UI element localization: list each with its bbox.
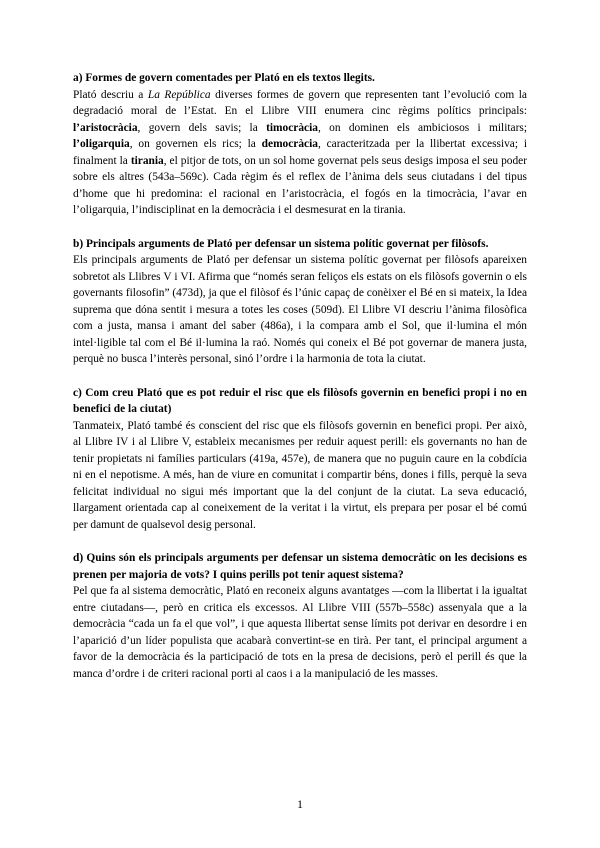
- section-c: [73, 385, 527, 534]
- text-run: , govern dels savis; la: [137, 121, 267, 134]
- text-run: Els principals arguments de Plató per defensar un sistema polític governat per filòsofs apareixen sobretot als Llibres V i VI. Afirma que “només seran feliços els estats on els filòsofs governin o els governants filosofin” (473d), ja que el filòsof és l’únic capaç de conèixer el Bé en si mateix, la Idea suprema que dóna sentit i mesura a totes les coses (509d). El Llibre VI descriu l’ànima filosòfica com a justa, mansa i amant del saber (486a), i la compara amb el Sol, que il·lumina el món intel·ligible tal com el Bé il·lumina la raó. Només qui coneix el Bé pot governar de manera justa, perquè no busca l’interès personal, sinó l’ordre i la harmonia de tota la ciutat.: [73, 254, 527, 365]
- page-number: 1: [297, 797, 303, 811]
- text-run: Tanmateix, Plató també és conscient del risc que els filòsofs governin en benefici propi. Per això, al Llibre IV i al Llibre V, estableix mecanismes per reduir aquest perill: els governants no han de tenir propietats ni famílies particulars (419a, 457e), de manera que no puguin caure en la cobdícia ni en el nepotisme. A més, han de viure en comunitat i compartir béns, dones i fills, perquè la seva felicitat individual no sigui més important que la del conjunt de la ciutat. La seva educació, llargament orientada cap al coneixement de la veritat i la virtut, els prepara per posar el bé comú per damunt de qualsevol desig personal.: [73, 419, 527, 531]
- bold-term: democràcia: [261, 138, 318, 150]
- italic-title: La República: [147, 88, 211, 101]
- bold-term: l’aristocràcia: [73, 121, 138, 134]
- section-body: [73, 252, 527, 368]
- text-run: Pel que fa al sistema democràtic, Plató en reconeix alguns avantatges —com la llibertat i la igualtat entre ciutadans—, però en critica els excessos. Al Llibre VIII (557b–558c) assenyala que a la democràcia “cada un fa el que vol”, i que aquesta llibertat sense límits pot derivar en desordre i en l’aparició d’un líder populista que acabarà convertint-se en tirà. Per tant, el principal argument a favor de la democràcia és la participació de tots en la presa de decisions, però el perill és que la manca d’ordre i de criteri racional porti al caos i a la manipulació de les masses.: [73, 585, 527, 680]
- text-run: diverses formes de govern que representen tant l’evolució com la degradació moral de l’Estat. En el Llibre VIII enumera cinc règims polítics principals:: [73, 88, 527, 117]
- section-b: [73, 236, 527, 368]
- text-run: , on dominen els ambiciosos i militars;: [317, 121, 527, 134]
- section-heading: d) Quins són els principals arguments per defensar un sistema democràtic on les decisions es prenen per majoria de vots? I quins perills pot tenir aquest sistema?: [73, 552, 527, 581]
- section-a: [73, 70, 527, 219]
- bold-term: tirania: [130, 154, 164, 167]
- bold-term: timocràcia: [266, 121, 318, 134]
- text-run: Plató descriu a: [73, 88, 148, 101]
- section-body: [73, 583, 527, 682]
- section-body: [73, 87, 527, 219]
- text-run: , on governen els rics; la: [129, 138, 262, 150]
- section-body: [73, 418, 527, 534]
- text-run: , el pitjor de tots, on un sol home governat pels seus desigs imposa el seu poder sobre els altres (543a–569c). Cada règim és el reflex de l’ànima dels seus ciutadans i del tipus d’home que hi predomina: el racional en l’aristocràcia, el fogós en la timocràcia, l’avar en l’oligarquia, l’indisciplinat en la democràcia i el desmesurat en la tirania.: [73, 154, 528, 216]
- section-heading: b) Principals arguments de Plató per defensar un sistema polític governat per filòsofs.: [73, 237, 489, 250]
- section-heading: a) Formes de govern comentades per Plató en els textos llegits.: [73, 72, 375, 84]
- document-page: [73, 70, 527, 699]
- section-d: [73, 550, 527, 682]
- text-run: , caracteritzada per la llibertat excessiva; i finalment la: [73, 138, 527, 167]
- section-heading: c) Com creu Plató que es pot reduir el risc que els filòsofs governin en benefici propi i no en benefici de la ciutat): [73, 386, 527, 415]
- bold-term: l’oligarquia: [73, 138, 130, 150]
